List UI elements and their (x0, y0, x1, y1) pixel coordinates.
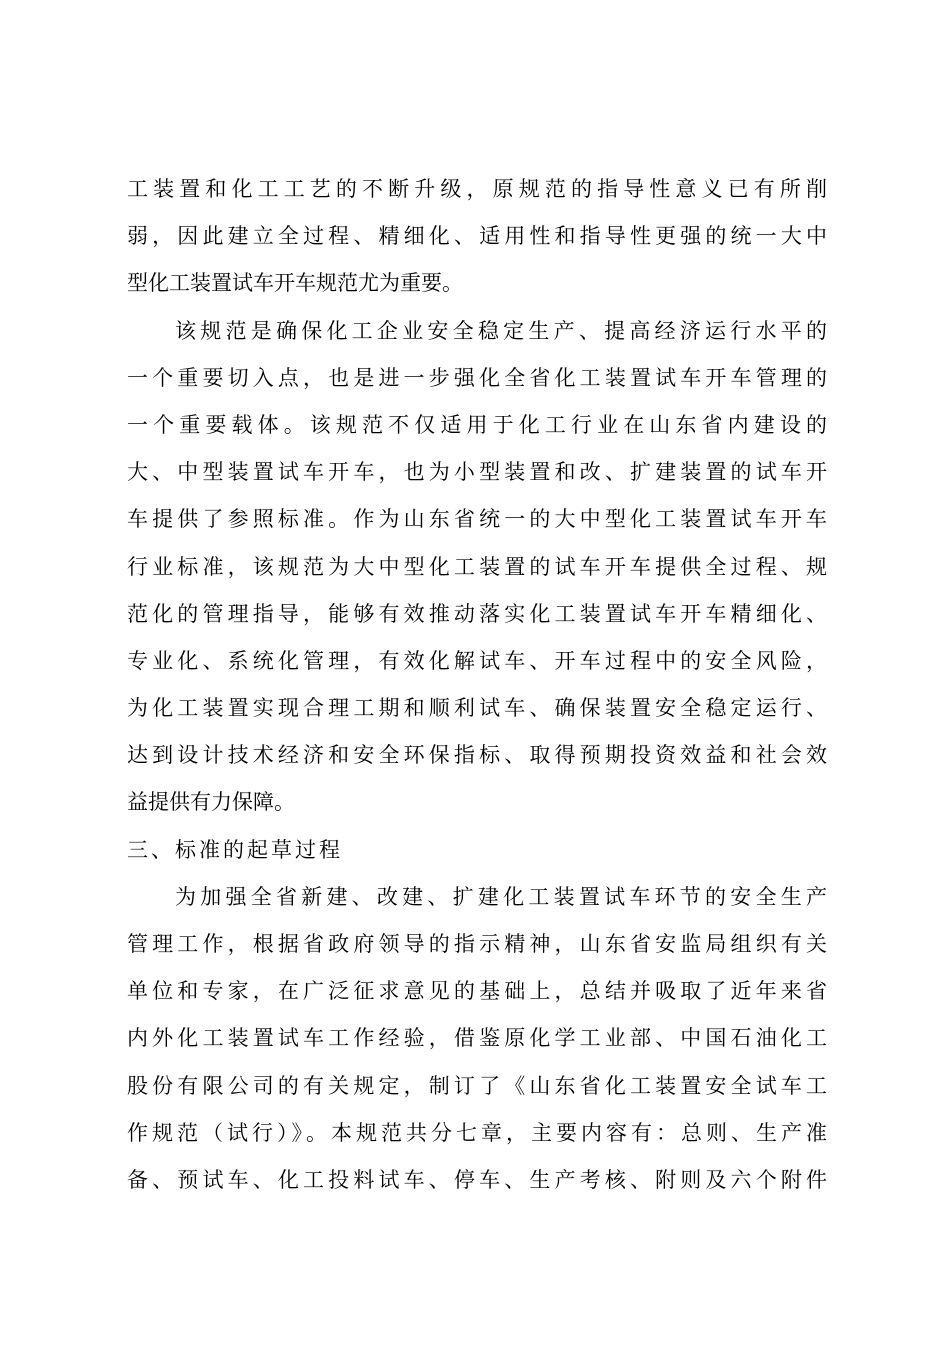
text-line: 范化的管理指导，能够有效推动落实化工装置试车开车精细化、 (127, 601, 827, 626)
text-line: 弱，因此建立全过程、精细化、适用性和指导性更强的统一大中 (127, 224, 827, 249)
section-heading: 三、标准的起草过程 (127, 837, 343, 862)
paragraph-first-line: 为加强全省新建、改建、扩建化工装置试车环节的安全生产 (175, 884, 827, 909)
text-line: 股份有限公司的有关规定，制订了《山东省化工装置安全试车工 (127, 1073, 827, 1098)
text-line: 一个重要载体。该规范不仅适用于化工行业在山东省内建设的 (127, 412, 827, 437)
text-line: 为化工装置实现合理工期和顺利试车、确保装置安全稳定运行、 (127, 696, 827, 721)
text-line: 车提供了参照标准。作为山东省统一的大中型化工装置试车开车 (127, 507, 827, 532)
text-line: 内外化工装置试车工作经验，借鉴原化学工业部、中国石油化工 (127, 1026, 827, 1051)
document-body (127, 166, 827, 1204)
text-line: 达到设计技术经济和安全环保指标、取得预期投资效益和社会效 (127, 743, 827, 768)
paragraph-first-line: 该规范是确保化工企业安全稳定生产、提高经济运行水平的 (175, 318, 827, 343)
text-line: 益提供有力保障。 (127, 790, 295, 815)
text-line: 专业化、系统化管理，有效化解试车、开车过程中的安全风险， (127, 648, 827, 673)
text-line: 行业标准，该规范为大中型化工装置的试车开车提供全过程、规 (127, 554, 827, 579)
text-line: 备、预试车、化工投料试车、停车、生产考核、附则及六个附件 (127, 1167, 827, 1192)
text-line: 单位和专家，在广泛征求意见的基础上，总结并吸取了近年来省 (127, 979, 827, 1004)
text-line: 型化工装置试车开车规范尤为重要。 (127, 271, 463, 296)
text-line: 作规范（试行）》。本规范共分七章，主要内容有：总则、生产准 (127, 1120, 827, 1145)
text-line: 管理工作，根据省政府领导的指示精神，山东省安监局组织有关 (127, 932, 827, 956)
text-line: 大、中型装置试车开车，也为小型装置和改、扩建装置的试车开 (127, 460, 827, 485)
text-line: 工装置和化工工艺的不断升级，原规范的指导性意义已有所削 (127, 177, 827, 201)
text-line: 一个重要切入点，也是进一步强化全省化工装置试车开车管理的 (127, 365, 827, 390)
